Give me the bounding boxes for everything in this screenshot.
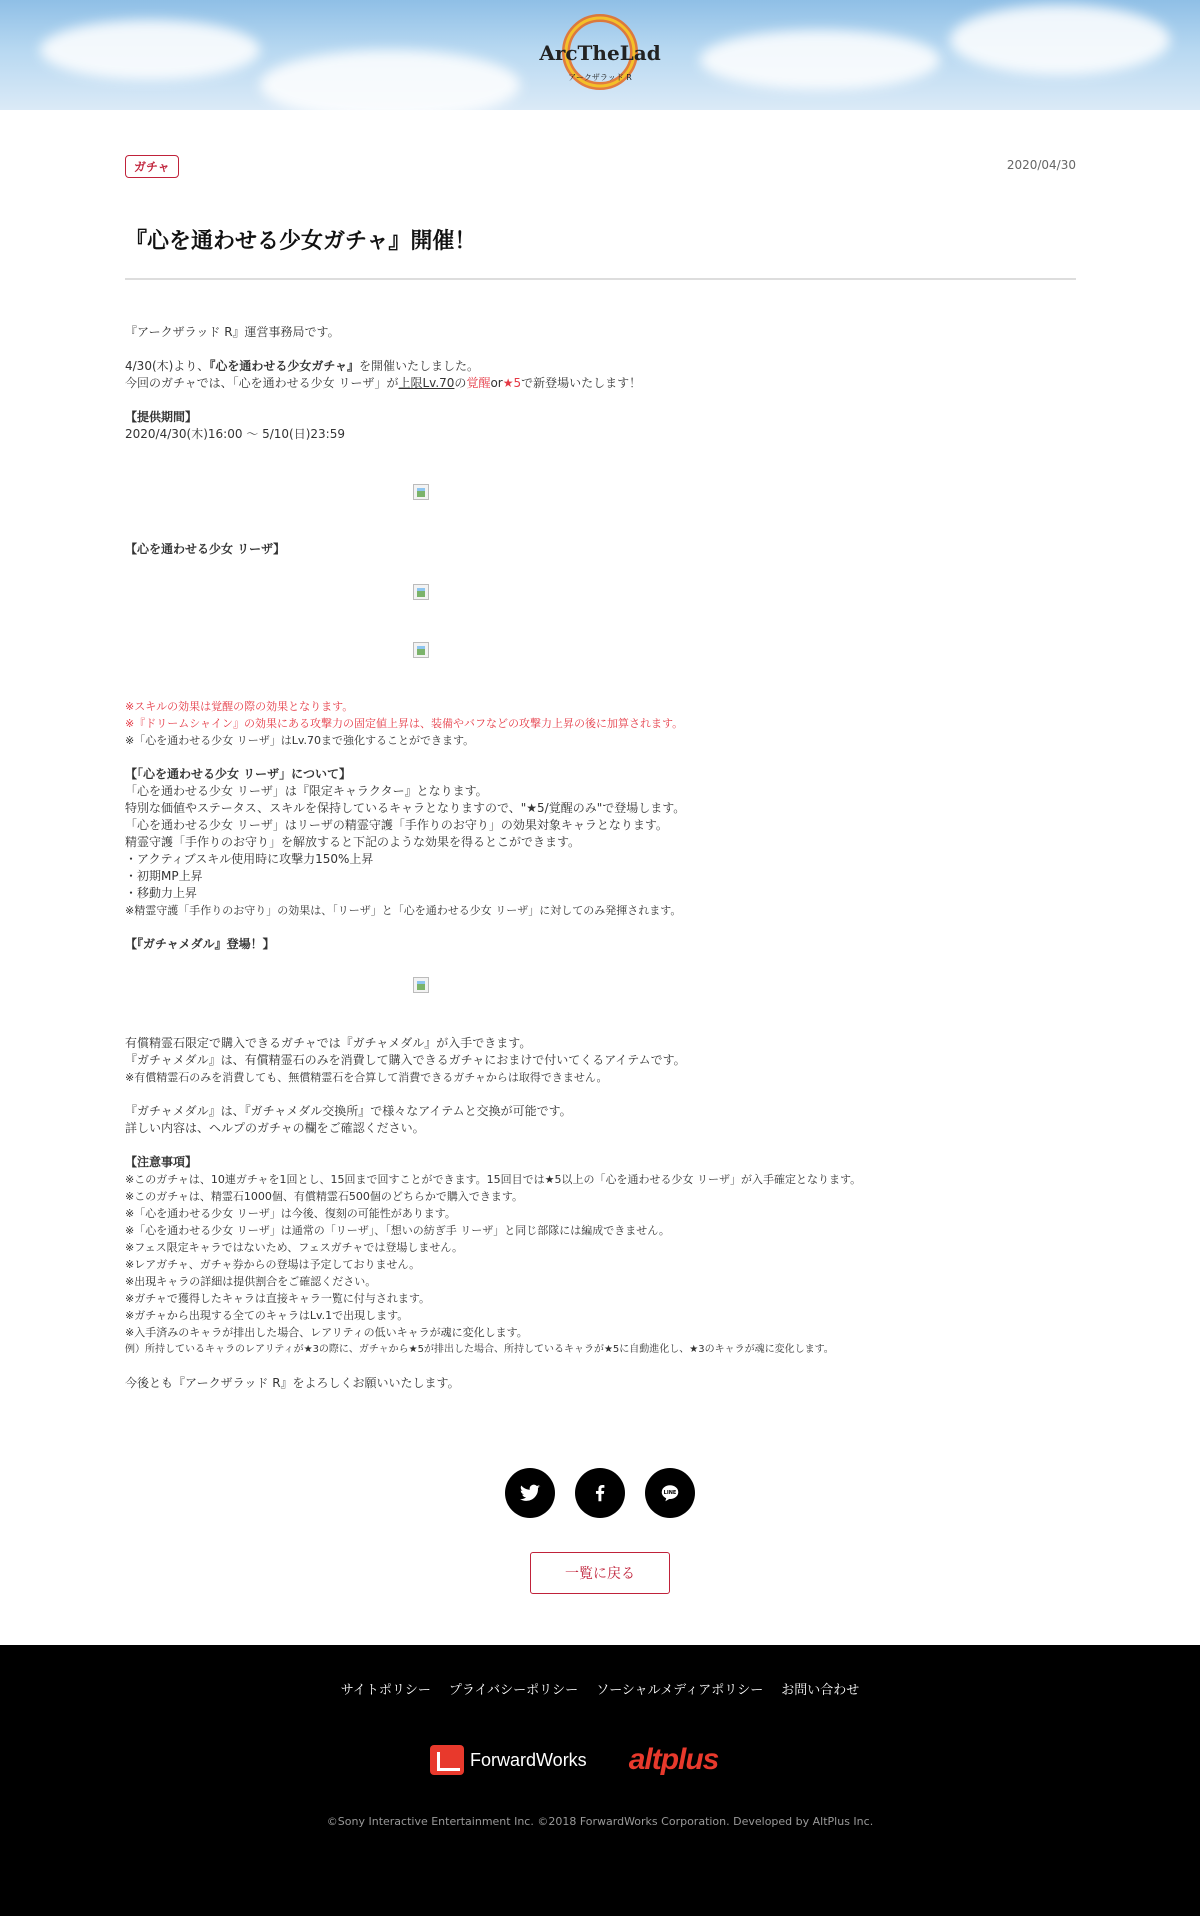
line-icon (659, 1482, 681, 1504)
medal-image (413, 977, 429, 993)
svg-text:LINE: LINE (663, 1490, 677, 1497)
caution-line: ※フェス限定キャラではないため、フェスガチャでは登場しません。 (125, 1241, 464, 1254)
medal2-line: 『ガチャメダル』は、『ガチャメダル交換所』で様々なアイテムと交換が可能です。 (125, 1104, 572, 1118)
caution-line: ※ガチャから出現する全てのキャラはLv.1で出現します。 (125, 1309, 409, 1322)
detail-line: 今回のガチャでは、「心を通わせる少女 リーザ」が上限Lv.70の覚醒or★5で新登場いたします！ (125, 376, 642, 390)
company-logos (430, 1743, 718, 1777)
period-text: 2020/4/30(木)16:00 〜 5/10(日)23:59 (125, 427, 345, 441)
forwardworks-mark-icon (430, 1745, 464, 1775)
skill-image (413, 642, 429, 658)
line-share-button[interactable] (645, 1468, 695, 1518)
site-logo[interactable] (539, 8, 661, 98)
caution-line: ※「心を通わせる少女 リーザ」は今後、復刻の可能性があります。 (125, 1207, 456, 1220)
article-body (125, 324, 1076, 1392)
header-banner (0, 0, 1200, 110)
forwardworks-logo[interactable] (430, 1745, 587, 1775)
announce-line: 4/30(木)より、『心を通わせる少女ガチャ』を開催いたしました。 (125, 359, 479, 373)
medal-line: 『ガチャメダル』は、有償精霊石のみを消費して購入できるガチャにおまけで付いてくるアイテムです。 (125, 1053, 686, 1067)
about-line: ・アクティブスキル使用時に攻撃力150%上昇 (125, 852, 374, 866)
character-heading: 【心を通わせる少女 リーザ】 (125, 542, 286, 556)
logo-subtitle: アークザラッド R (568, 73, 632, 82)
facebook-icon (589, 1482, 611, 1504)
share-buttons (505, 1468, 695, 1518)
caution-line: ※「心を通わせる少女 リーザ」は通常の「リーザ」、「想いの紡ぎ手 リーザ」と同じ部隊には編成できません。 (125, 1224, 670, 1237)
copyright: ©Sony Interactive Entertainment Inc. ©2018 ForwardWorks Corporation. Developed by AltPlus Inc. (326, 1815, 874, 1828)
facebook-share-button[interactable] (575, 1468, 625, 1518)
footer-link-social-media-policy[interactable]: ソーシャルメディアポリシー (596, 1683, 764, 1698)
caution-line: ※ガチャで獲得したキャラは直接キャラ一覧に付与されます。 (125, 1292, 431, 1305)
caution-line: ※このガチャは、精霊石1000個、有償精霊石500個のどちらかで購入できます。 (125, 1190, 523, 1203)
category-badge[interactable]: ガチャ (125, 155, 179, 178)
footer-links (0, 1679, 1200, 1698)
caution-example: 例）所持しているキャラのレアリティが★3の際に、ガチャから★5が排出した場合、所持しているキャラが★5に自動進化し、★3のキャラが魂に変化します。 (125, 1344, 834, 1355)
footer (0, 1645, 1200, 1916)
footer-link-privacy-policy[interactable]: プライバシーポリシー (448, 1683, 579, 1698)
post-date: 2020/04/30 (1006, 158, 1076, 172)
about-note: ※精霊守護「手作りのお守り」の効果は、「リーザ」と「心を通わせる少女 リーザ」に対してのみ発揮されます。 (125, 904, 682, 917)
footer-link-contact[interactable]: お問い合わせ (781, 1683, 860, 1698)
footer-link-site-policy[interactable]: サイトポリシー (340, 1683, 431, 1698)
about-heading: 【「心を通わせる少女 リーザ」について】 (125, 767, 351, 781)
caution-line: ※レアガチャ、ガチャ券からの登場は予定しておりません。 (125, 1258, 421, 1271)
caution-line: ※このガチャは、10連ガチャを1回とし、15回まで回すことができます。15回目では★5以上の「心を通わせる少女 リーザ」が入手確定となります。 (125, 1173, 862, 1186)
about-line: ・初期MP上昇 (125, 869, 203, 883)
altplus-logo[interactable]: altplus (628, 1743, 719, 1776)
note-red-1: ※スキルの効果は覚醒の際の効果となります。 (125, 700, 354, 713)
note-red-2: ※『ドリームシャイン』の効果にある攻撃力の固定値上昇は、装備やバフなどの攻撃力上昇の後に加算されます。 (125, 717, 684, 730)
medal-heading: 【『ガチャメダル』登場！】 (125, 937, 275, 951)
about-line: ・移動力上昇 (125, 886, 198, 900)
about-line: 精霊守護「手作りのお守り」を解放すると下記のような効果を得るとこができます。 (125, 835, 581, 849)
title-divider (125, 278, 1076, 280)
medal-line: 有償精霊石限定で購入できるガチャでは『ガチャメダル』が入手できます。 (125, 1036, 532, 1050)
logo-text: ArcTheLad (539, 41, 661, 65)
caution-heading: 【注意事項】 (125, 1155, 198, 1169)
about-line: 「心を通わせる少女 リーザ」は『限定キャラクター』となります。 (125, 784, 488, 798)
twitter-share-button[interactable] (505, 1468, 555, 1518)
back-to-list-button[interactable]: 一覧に戻る (530, 1552, 670, 1594)
character-image (413, 584, 429, 600)
article-title: 『心を通わせる少女ガチャ』開催！ (125, 229, 477, 254)
caution-line: ※入手済みのキャラが排出した場合、レアリティの低いキャラが魂に変化します。 (125, 1326, 528, 1339)
banner-image (413, 484, 429, 500)
closing-text: 今後とも『アークザラッド R』をよろしくお願いいたします。 (125, 1376, 460, 1390)
period-heading: 【提供期間】 (125, 410, 198, 424)
caution-line: ※出現キャラの詳細は提供割合をご確認ください。 (125, 1275, 377, 1288)
medal2-line: 詳しい内容は、ヘルプのガチャの欄をご確認ください。 (125, 1121, 425, 1135)
forwardworks-text: ForwardWorks (470, 1749, 587, 1770)
intro-text: 『アークザラッド R』運営事務局です。 (125, 325, 340, 339)
medal-line: ※有償精霊石のみを消費しても、無償精霊石を合算して消費できるガチャからは取得できません。 (125, 1071, 608, 1084)
twitter-icon (519, 1482, 541, 1504)
about-line: 特別な価値やステータス、スキルを保持しているキャラとなりますので、"★5/覚醒のみ"で登場します。 (125, 801, 686, 815)
note-3: ※「心を通わせる少女 リーザ」はLv.70まで強化することができます。 (125, 734, 475, 747)
about-line: 「心を通わせる少女 リーザ」はリーザの精霊守護「手作りのお守り」の効果対象キャラとなります。 (125, 818, 668, 832)
